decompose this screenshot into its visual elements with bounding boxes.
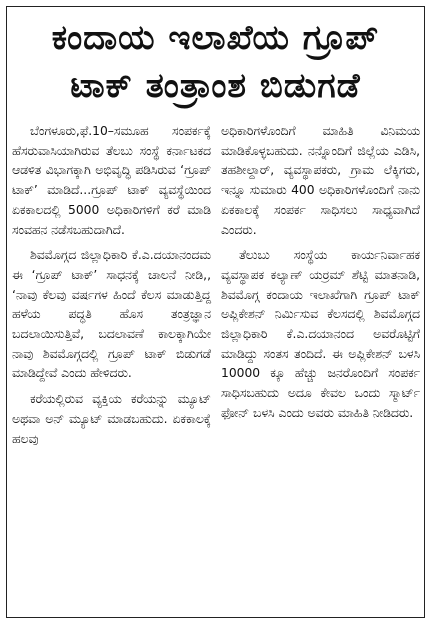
right-column — [221, 122, 420, 616]
left-column — [12, 122, 211, 616]
paragraph: ಶಿವಮೊಗ್ಗದ ಜಿಲ್ಲಾಧಿಕಾರಿ ಕೆ.ಎ.ದಯಾನಂದಮ ಈ ‘ಗ್ರೂಪ್ ಟಾಕ್’ ಸಾಧನಕ್ಕೆ ಚಾಲನೆ ನೀಡಿ,, ‘ನಾವು ಕೆಲವು ವರ್ಷಗಳ ಹಿಂದೆ ಕೆಲಸ ಮಾಡುತ್ತಿದ್ದ ಹಳೆಯ ಪದ್ಧತಿ ಹೊಸ ತಂತ್ರಜ್ಞಾನ ಬದಲಾಯಿಸುತ್ತಿವೆ, ಬದಲಾವಣೆ ಕಾಲಕ್ಕಾಗಿಯೇ ನಾವು ಶಿವಮೊಗ್ಗದಲ್ಲಿ ಗ್ರೂಪ್ ಟಾಕ್ ಬಿಡುಗಡೆ ಮಾಡಿದ್ದೇವೆ ಎಂದು ಹೇಳಿದರು. — [12, 248, 211, 381]
paragraph: ತೆಲುಬು ಸಂಸ್ಥೆಯ ಕಾರ್ಯನಿರ್ವಾಹಕ ವ್ಯವಸ್ಥಾಪಕ ಕಲ್ಯಾಣ್ ಯರ್ರಮ್ ಶೆಟ್ಟಿ ಮಾತನಾಡಿ, ಶಿವಮೊಗ್ಗ ಕಂದಾಯ ಇಲಾಖೆಗಾಗಿ ಗ್ರೂಪ್ ಟಾಕ್ ಅಪ್ಲಿಕೇಶನ್ ನಿರ್ಮಿಸುವ ಕೆಲಸದಲ್ಲಿ ಶಿವಮೊಗ್ಗದ ಜಿಲ್ಲಾಧಿಕಾರಿ ಕೆ.ಎ.ದಯಾನಂದ ಅವರೊಟ್ಟಿಗೆ ಮಾಡಿದ್ದು ಸಂತಸ ತಂದಿದೆ. ಈ ಅಪ್ಲಿಕೇಶನ್ ಬಳಸಿ 10000 ಕ್ಕೂ ಹೆಚ್ಚು ಜನರೊಂದಿಗೆ ಸಂಪರ್ಕ ಸಾಧಿಸಬಹುದು ಅದೂ ಕೇವಲ ಒಂದು ಸ್ಮಾರ್ಟ್ ಫೋನ್ ಬಳಸಿ ಎಂದು ಅವರು ಮಾಹಿತಿ ನೀಡಿದರು. — [221, 248, 420, 420]
article-body — [12, 122, 420, 616]
paragraph: ಅಧಿಕಾರಿಗಳೊಂದಿಗೆ ಮಾಹಿತಿ ವಿನಿಮಯ ಮಾಡಿಕೊಳ್ಳಬಹುದು. ನನ್ನೊಂದಿಗೆ ಜಿಲ್ಲೆಯ ಎಡಿಸಿ, ತಹಶೀಲ್ದಾರ್, ವ್ಯವಸ್ಥಾಪಕರು, ಗ್ರಾಮ ಲೆಕ್ಕಿಗರು, ಇನ್ನೂ ಸುಮಾರು 400 ಅಧಿಕಾರಿಗಳೊಂದಿಗೆ ನಾನು ಏಕಕಾಲಕ್ಕೆ ಸಂಪರ್ಕ ಸಾಧಿಸಲು ಸಾಧ್ಯವಾಗಿದೆ ಎಂದರು. — [221, 124, 420, 237]
headline-line-2: ಟಾಕ್ ತಂತ್ರಾಂಶ ಬಿಡುಗಡೆ — [70, 66, 361, 106]
headline-line-1: ಕಂದಾಯ ಇಲಾಖೆಯ ಗ್ರೂಪ್ — [51, 18, 380, 58]
paragraph: ಕರೆಯಲ್ಲಿರುವ ವ್ಯಕ್ತಿಯ ಕರೆಯನ್ನು ಮ್ಯೂಟ್ ಅಥವಾ ಅನ್ ಮ್ಯೂಟ್ ಮಾಡಬಹುದು. ಏಕಕಾಲಕ್ಕೆ ಹಲವು — [12, 392, 211, 446]
headline — [6, 6, 425, 118]
paragraph: ಬೆಂಗಳೂರು,ಫೆ.10–ಸಮೂಹ ಸಂಪರ್ಕಕ್ಕೆ ಹೆಸರುವಾಸಿಯಾಗಿರುವ ತೆಲಬು ಸಂಸ್ಥೆ ಕರ್ನಾಟಕದ ಆಡಳಿತ ವಿಭಾಗಕ್ಕಾಗಿ ಅಭಿವೃದ್ಧಿ ಪಡಿಸಿರುವ ‘ಗ್ರೂಪ್ ಟಾಕ್’ ಮಾಡಿದೆ...ಗ್ರೂಪ್ ಟಾಕ್ ವ್ಯವಸ್ಥೆಯಿಂದ ಏಕಕಾಲದಲ್ಲಿ 5000 ಅಧಿಕಾರಿಗಳಿಗೆ ಕರೆ ಮಾಡಿ ಸಂವಹನ ನಡೆಸಬಹುದಾಗಿದೆ. — [12, 124, 211, 237]
